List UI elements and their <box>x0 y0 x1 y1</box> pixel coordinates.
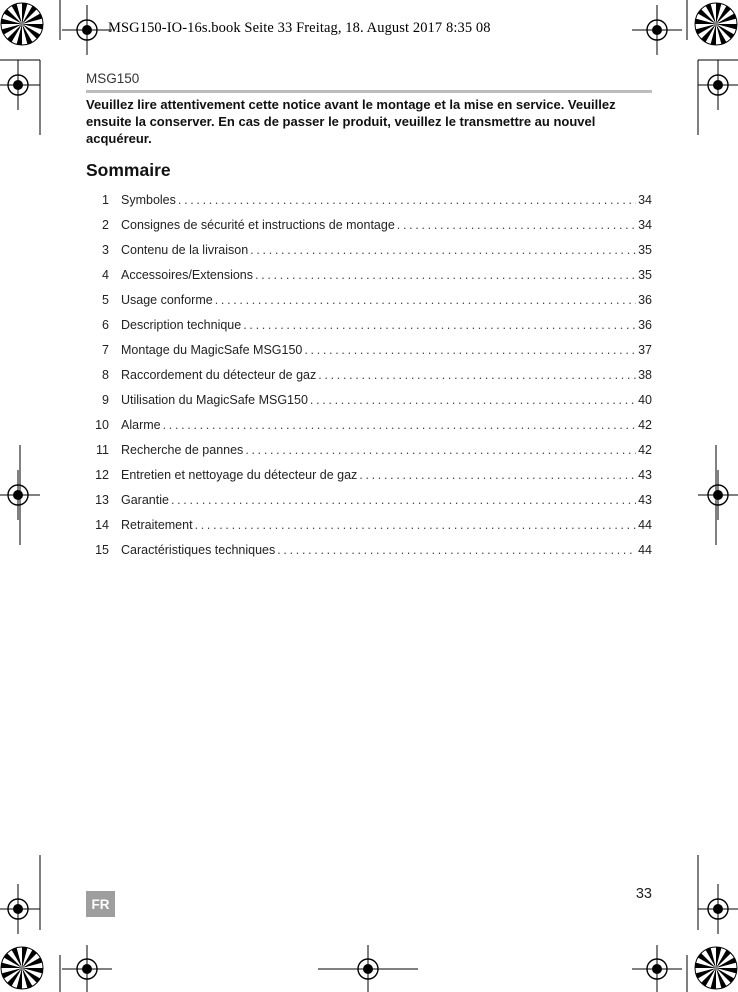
toc-entry-number: 8 <box>102 368 109 382</box>
toc-entry-label: Montage du MagicSafe MSG150 <box>121 343 303 357</box>
toc-dot-leader <box>178 188 636 213</box>
toc-entry-label: Consignes de sécurité et instructions de montage <box>121 218 395 232</box>
toc-entry-number: 9 <box>102 393 109 407</box>
toc-dot-leader <box>243 313 636 338</box>
toc-dot-leader <box>318 363 636 388</box>
toc-dot-leader <box>250 238 636 263</box>
language-badge: FR <box>86 891 115 917</box>
toc-entry-page: 36 <box>638 293 652 307</box>
toc-entry-label: Retraitement <box>121 518 193 532</box>
toc-entry-label: Raccordement du détecteur de gaz <box>121 368 317 382</box>
printer-header: MSG150-IO-16s.book Seite 33 Freitag, 18. August 2017 8:35 08 <box>108 20 491 36</box>
toc-dot-leader <box>245 438 636 463</box>
toc-entry-page: 44 <box>638 518 652 532</box>
toc-entry[interactable] <box>86 213 652 238</box>
toc-entry-number: 10 <box>95 418 109 432</box>
toc-dot-leader <box>195 513 637 538</box>
toc-entry-label: Entretien et nettoyage du détecteur de gaz <box>121 468 358 482</box>
toc-entry-number: 12 <box>95 468 109 482</box>
toc-entry-page: 35 <box>638 243 652 257</box>
toc-entry-page: 34 <box>638 218 652 232</box>
toc-entry[interactable] <box>86 288 652 313</box>
toc-entry-label: Utilisation du MagicSafe MSG150 <box>121 393 308 407</box>
toc-entry-label: Recherche de pannes <box>121 443 244 457</box>
toc-entry[interactable] <box>86 388 652 413</box>
toc-dot-leader <box>163 413 637 438</box>
toc-dot-leader <box>397 213 636 238</box>
toc-entry[interactable] <box>86 238 652 263</box>
bottom-left-starburst-icon <box>0 946 44 990</box>
toc-entry-page: 37 <box>638 343 652 357</box>
toc-entry-page: 40 <box>638 393 652 407</box>
running-header-brand: MSG150 <box>86 71 140 86</box>
toc-entry-label: Usage conforme <box>121 293 213 307</box>
toc-dot-leader <box>310 388 636 413</box>
toc-entry[interactable] <box>86 363 652 388</box>
toc-entry-label: Alarme <box>121 418 161 432</box>
toc-entry-page: 34 <box>638 193 652 207</box>
toc-entry[interactable] <box>86 188 652 213</box>
toc-title: Sommaire <box>86 160 171 180</box>
toc-entry-label: Description technique <box>121 318 242 332</box>
toc-entry-number: 15 <box>95 543 109 557</box>
toc-entry-number: 4 <box>102 268 109 282</box>
toc-dot-leader <box>277 538 636 563</box>
bottom-right-starburst-icon <box>694 946 738 990</box>
toc-entry-number: 2 <box>102 218 109 232</box>
toc-entry-number: 3 <box>102 243 109 257</box>
toc-entry[interactable] <box>86 488 652 513</box>
toc-entry-page: 42 <box>638 418 652 432</box>
top-left-starburst-icon <box>0 2 44 46</box>
header-rule <box>86 90 652 93</box>
toc-entry-number: 6 <box>102 318 109 332</box>
toc-entry-page: 43 <box>638 493 652 507</box>
toc-entry[interactable] <box>86 513 652 538</box>
toc-entry[interactable] <box>86 263 652 288</box>
toc-entry-label: Contenu de la livraison <box>121 243 249 257</box>
toc-dot-leader <box>304 338 636 363</box>
toc-entry-number: 14 <box>95 518 109 532</box>
toc-entry-label: Garantie <box>121 493 169 507</box>
toc-dot-leader <box>171 488 636 513</box>
toc-dot-leader <box>359 463 636 488</box>
toc-entry-page: 35 <box>638 268 652 282</box>
toc-entry-page: 43 <box>638 468 652 482</box>
toc-entry-label: Caractéristiques techniques <box>121 543 276 557</box>
toc-entry-number: 5 <box>102 293 109 307</box>
toc-entry[interactable] <box>86 463 652 488</box>
toc-entry-number: 1 <box>102 193 109 207</box>
toc-entry-label: Symboles <box>121 193 176 207</box>
page-number: 33 <box>635 886 652 902</box>
toc-entry-page: 44 <box>638 543 652 557</box>
toc-entry-number: 13 <box>95 493 109 507</box>
table-of-contents <box>86 188 652 563</box>
toc-entry-page: 36 <box>638 318 652 332</box>
toc-entry[interactable] <box>86 413 652 438</box>
toc-entry-page: 42 <box>638 443 652 457</box>
toc-dot-leader <box>215 288 636 313</box>
toc-entry-number: 11 <box>96 443 109 457</box>
toc-entry[interactable] <box>86 438 652 463</box>
toc-entry[interactable] <box>86 338 652 363</box>
toc-entry-number: 7 <box>102 343 109 357</box>
top-right-starburst-icon <box>694 2 738 46</box>
toc-entry-page: 38 <box>638 368 652 382</box>
toc-entry-label: Accessoires/Extensions <box>121 268 254 282</box>
toc-entry[interactable] <box>86 313 652 338</box>
toc-dot-leader <box>255 263 636 288</box>
intro-notice: Veuillez lire attentivement cette notice avant le montage et la mise en service. Veuillez ensuite la conserver. En cas de passer le produit, veuillez le transmettre au nouvel acquéreur. <box>86 97 616 146</box>
toc-entry[interactable] <box>86 538 652 563</box>
